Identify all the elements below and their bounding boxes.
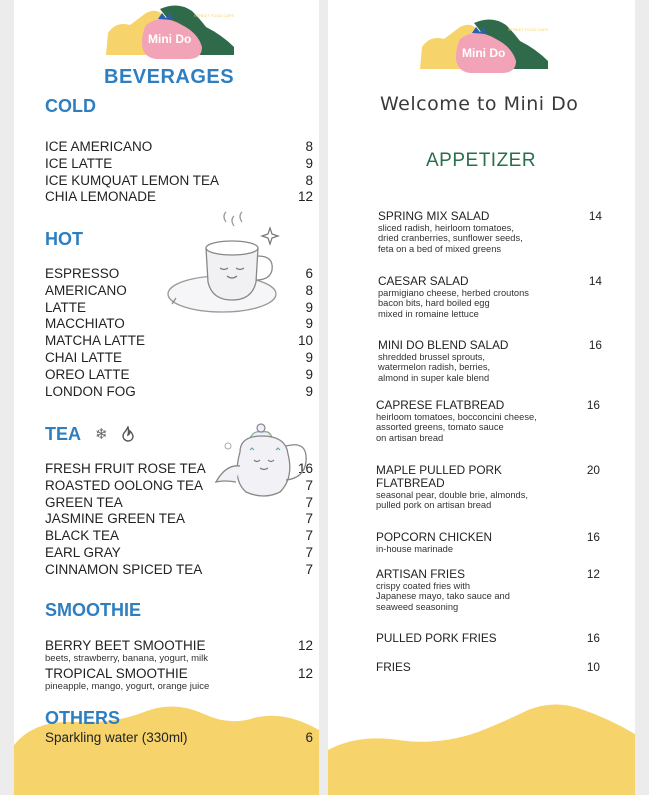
logo-tagline: STREET FOOD CAFE xyxy=(508,27,549,32)
item-price: 6 xyxy=(305,266,313,281)
section-heading-others: OTHERS xyxy=(45,708,121,728)
appetizer-item xyxy=(376,399,600,443)
item-description: seasonal pear, double brie, almonds, xyxy=(376,490,528,500)
appetizer-item xyxy=(376,661,600,674)
item-price: 8 xyxy=(305,282,313,298)
item-name: OREO LATTE xyxy=(45,366,130,382)
item-price: 14 xyxy=(588,274,602,288)
menu-row xyxy=(45,545,313,562)
item-description: sliced radish, heirloom tomatoes, xyxy=(378,223,514,233)
item-price: 6 xyxy=(305,730,313,745)
menu-row xyxy=(45,562,313,579)
appetizer-item xyxy=(376,632,600,645)
item-price: 9 xyxy=(305,155,313,171)
menu-row xyxy=(45,333,313,350)
appetizer-row xyxy=(378,210,602,223)
item-price: 7 xyxy=(305,544,313,560)
menu-row xyxy=(45,511,313,528)
item-description: parmigiano cheese, herbed croutons xyxy=(378,288,529,298)
item-price: 7 xyxy=(305,528,313,544)
item-description: feta on a bed of mixed greens xyxy=(378,243,502,254)
section-heading-cold: COLD xyxy=(45,96,96,116)
item-price: 12 xyxy=(297,665,313,681)
item-price: 12 xyxy=(586,567,600,581)
appetizer-row xyxy=(376,531,600,544)
appetizer-row xyxy=(376,661,600,674)
item-price: 7 xyxy=(305,477,313,493)
section-heading-appetizer: APPETIZER xyxy=(426,150,537,171)
item-price: 8 xyxy=(305,139,313,154)
teapot-illustration xyxy=(216,424,306,496)
item-description: in-house marinade xyxy=(376,544,454,554)
section-heading-hot: HOT xyxy=(45,229,83,249)
appetizer-row xyxy=(376,399,600,412)
item-price: 9 xyxy=(305,349,313,365)
appetizer-item xyxy=(378,339,602,383)
appetizer-item xyxy=(378,275,602,319)
item-name: CHAI LATTE xyxy=(45,349,123,365)
appetizer-row xyxy=(378,275,602,288)
item-price: 16 xyxy=(586,530,600,544)
menu-row xyxy=(45,173,313,190)
item-name: MAPLE PULLED PORK FLATBREAD xyxy=(376,463,502,490)
item-name: JASMINE GREEN TEA xyxy=(45,511,186,527)
item-description: pulled pork on artisan bread xyxy=(376,500,492,511)
item-description: crispy coated fries with xyxy=(376,581,471,591)
item-description: assorted greens, tomato sauce xyxy=(376,422,504,433)
item-description: shredded brussel sprouts, xyxy=(378,352,485,362)
logo-text: Mini Do xyxy=(462,46,506,60)
item-name: BLACK TEA xyxy=(45,528,120,544)
item-description: almond in super kale blend xyxy=(378,372,490,383)
item-name: CHIA LEMONADE xyxy=(45,189,157,205)
item-name: ESPRESSO xyxy=(45,266,120,281)
item-name: ICE AMERICANO xyxy=(45,139,153,154)
item-name: EARL GRAY xyxy=(45,544,121,560)
appetizer-menu-page xyxy=(328,0,635,795)
item-name: CINNAMON SPICED TEA xyxy=(45,561,203,577)
page-title: BEVERAGES xyxy=(104,66,235,88)
welcome-heading: Welcome to Mini Do xyxy=(380,93,579,115)
item-price: 16 xyxy=(586,631,600,645)
menu-row xyxy=(45,367,313,384)
item-description: bacon bits, hard boiled egg xyxy=(378,298,490,309)
item-price: 8 xyxy=(305,172,313,188)
beverages-menu-page xyxy=(14,0,319,795)
item-price: 10 xyxy=(586,660,600,674)
section-heading-smoothie: SMOOTHIE xyxy=(45,600,142,620)
item-name: Sparkling water (330ml) xyxy=(45,730,188,745)
item-name: MINI DO BLEND SALAD xyxy=(378,338,509,352)
item-name: GREEN TEA xyxy=(45,494,123,510)
item-name: FRIES xyxy=(376,660,411,674)
menu-row xyxy=(45,730,313,747)
item-name: CAPRESE FLATBREAD xyxy=(376,398,505,412)
item-name: PULLED PORK FRIES xyxy=(376,631,497,645)
item-price: 7 xyxy=(305,494,313,510)
item-name: SPRING MIX SALAD xyxy=(378,209,490,223)
fire-icon xyxy=(120,426,136,442)
item-name: LONDON FOG xyxy=(45,383,136,399)
item-description: pineapple, mango, yogurt, orange juice xyxy=(45,680,210,692)
item-price: 9 xyxy=(305,383,313,399)
item-description: mixed in romaine lettuce xyxy=(378,308,479,319)
appetizer-item xyxy=(376,464,600,511)
appetizer-item xyxy=(376,568,600,612)
item-description: on artisan bread xyxy=(376,432,444,443)
others-list xyxy=(45,730,313,747)
appetizer-row xyxy=(376,632,600,645)
appetizer-row xyxy=(376,568,600,581)
item-price: 9 xyxy=(305,299,313,315)
appetizer-row xyxy=(376,464,600,490)
menu-row xyxy=(45,384,313,401)
item-description: beets, strawberry, banana, yogurt, milk xyxy=(45,652,208,664)
item-name: TROPICAL SMOOTHIE xyxy=(45,665,188,681)
item-price: 7 xyxy=(305,561,313,577)
item-name: ICE KUMQUAT LEMON TEA xyxy=(45,172,220,188)
menu-row xyxy=(45,528,313,545)
item-name: ARTISAN FRIES xyxy=(376,567,465,581)
item-name: ICE LATTE xyxy=(45,155,113,171)
item-name: POPCORN CHICKEN xyxy=(376,530,493,544)
item-description: watermelon radish, berries, xyxy=(378,362,491,373)
item-price: 7 xyxy=(305,511,313,527)
menu-row xyxy=(45,156,313,173)
mini-do-logo xyxy=(102,3,237,61)
appetizer-item xyxy=(376,531,600,554)
item-price: 14 xyxy=(588,209,602,223)
item-price: 16 xyxy=(297,461,313,476)
menu-row xyxy=(45,139,313,156)
smoothie-list xyxy=(45,638,313,694)
menu-row xyxy=(45,189,313,206)
item-name: ROASTED OOLONG TEA xyxy=(45,477,204,493)
decorative-hill xyxy=(328,700,635,795)
item-name: MACCHIATO xyxy=(45,316,125,332)
item-price: 20 xyxy=(586,463,600,477)
item-name: BERRY BEET SMOOTHIE xyxy=(45,638,206,653)
item-description: dried cranberries, sunflower seeds, xyxy=(378,233,523,244)
item-price: 12 xyxy=(297,189,313,205)
item-description: Japanese mayo, tako sauce and xyxy=(376,591,510,602)
item-price: 16 xyxy=(586,398,600,412)
item-description: seaweed seasoning xyxy=(376,601,459,612)
snowflake-icon: ❄ xyxy=(95,426,108,443)
cold-list xyxy=(45,139,313,206)
appetizer-item xyxy=(378,210,602,254)
appetizer-row xyxy=(378,339,602,352)
item-name: LATTE xyxy=(45,299,87,315)
item-description: heirloom tomatoes, bocconcini cheese, xyxy=(376,412,537,422)
coffee-cup-illustration xyxy=(162,210,282,325)
item-name: AMERICANO xyxy=(45,282,127,298)
logo-text: Mini Do xyxy=(148,32,192,46)
item-name: MATCHA LATTE xyxy=(45,333,146,349)
section-heading-tea: TEA xyxy=(45,424,81,444)
item-name: FRESH FRUIT ROSE TEA xyxy=(45,461,206,476)
item-price: 10 xyxy=(297,333,313,349)
item-price: 9 xyxy=(305,366,313,382)
item-price: 12 xyxy=(297,638,313,653)
mini-do-logo xyxy=(416,17,551,75)
logo-tagline: STREET FOOD CAFE xyxy=(194,13,235,18)
item-price: 16 xyxy=(588,338,602,352)
menu-row xyxy=(45,350,313,367)
item-name: CAESAR SALAD xyxy=(378,274,469,288)
item-price: 9 xyxy=(305,316,313,332)
